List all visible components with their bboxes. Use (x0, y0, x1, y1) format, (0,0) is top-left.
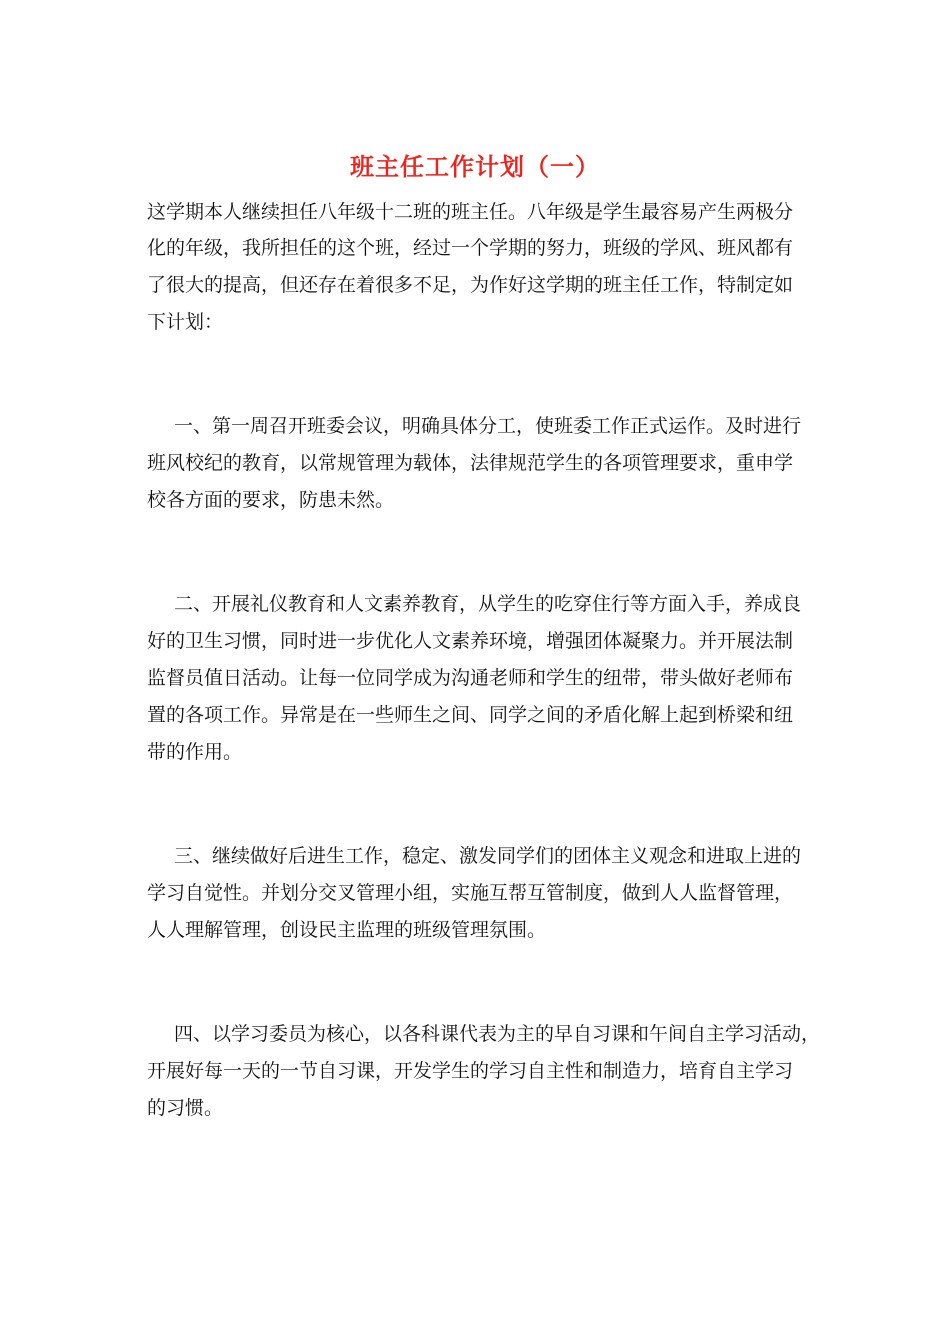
text-line: 一、第一周召开班委会议，明确具体分工，使班委工作正式运作。及时进行 (174, 415, 802, 437)
text-line: 四、以学习委员为核心，以各科课代表为主的早自习课和午间自主学习活动， (174, 1023, 821, 1045)
text-line: 班风校纪的教育，以常规管理为载体，法律规范学生的各项管理要求，重申学 (147, 452, 794, 474)
text-line: 好的卫生习惯，同时进一步优化人文素养环境，增强团体凝聚力。并开展法制 (147, 630, 794, 652)
text-line: 下计划： (147, 311, 224, 333)
text-line: 三、继续做好后进生工作，稳定、激发同学们的团体主义观念和进取上进的 (174, 845, 802, 867)
text-line: 学习自觉性。并划分交叉管理小组，实施互帮互管制度，做到人人监督管理， (147, 882, 794, 904)
text-line: 置的各项工作。异常是在一些师生之间、同学之间的矛盾化解上起到桥梁和纽 (147, 704, 794, 726)
text-line: 人人理解管理，创设民主监理的班级管理氛围。 (147, 919, 547, 941)
text-line: 化的年级，我所担任的这个班，经过一个学期的努力，班级的学风、班风都有 (147, 237, 794, 259)
text-line: 了很大的提高，但还存在着很多不足，为作好这学期的班主任工作，特制定如 (147, 274, 794, 296)
text-line: 二、开展礼仪教育和人文素养教育，从学生的吃穿住行等方面入手，养成良 (174, 593, 802, 615)
text-line: 带的作用。 (147, 741, 243, 763)
text-line: 监督员值日活动。让每一位同学成为沟通老师和学生的纽带，带头做好老师布 (147, 667, 794, 689)
text-line: 这学期本人继续担任八年级十二班的班主任。八年级是学生最容易产生两极分 (147, 201, 794, 223)
text-line: 开展好每一天的一节自习课，开发学生的学习自主性和制造力，培育自主学习 (147, 1060, 794, 1082)
document-title: 班主任工作计划（一） (350, 152, 600, 181)
text-line: 校各方面的要求，防患未然。 (147, 489, 395, 511)
text-line: 的习惯。 (147, 1097, 224, 1119)
